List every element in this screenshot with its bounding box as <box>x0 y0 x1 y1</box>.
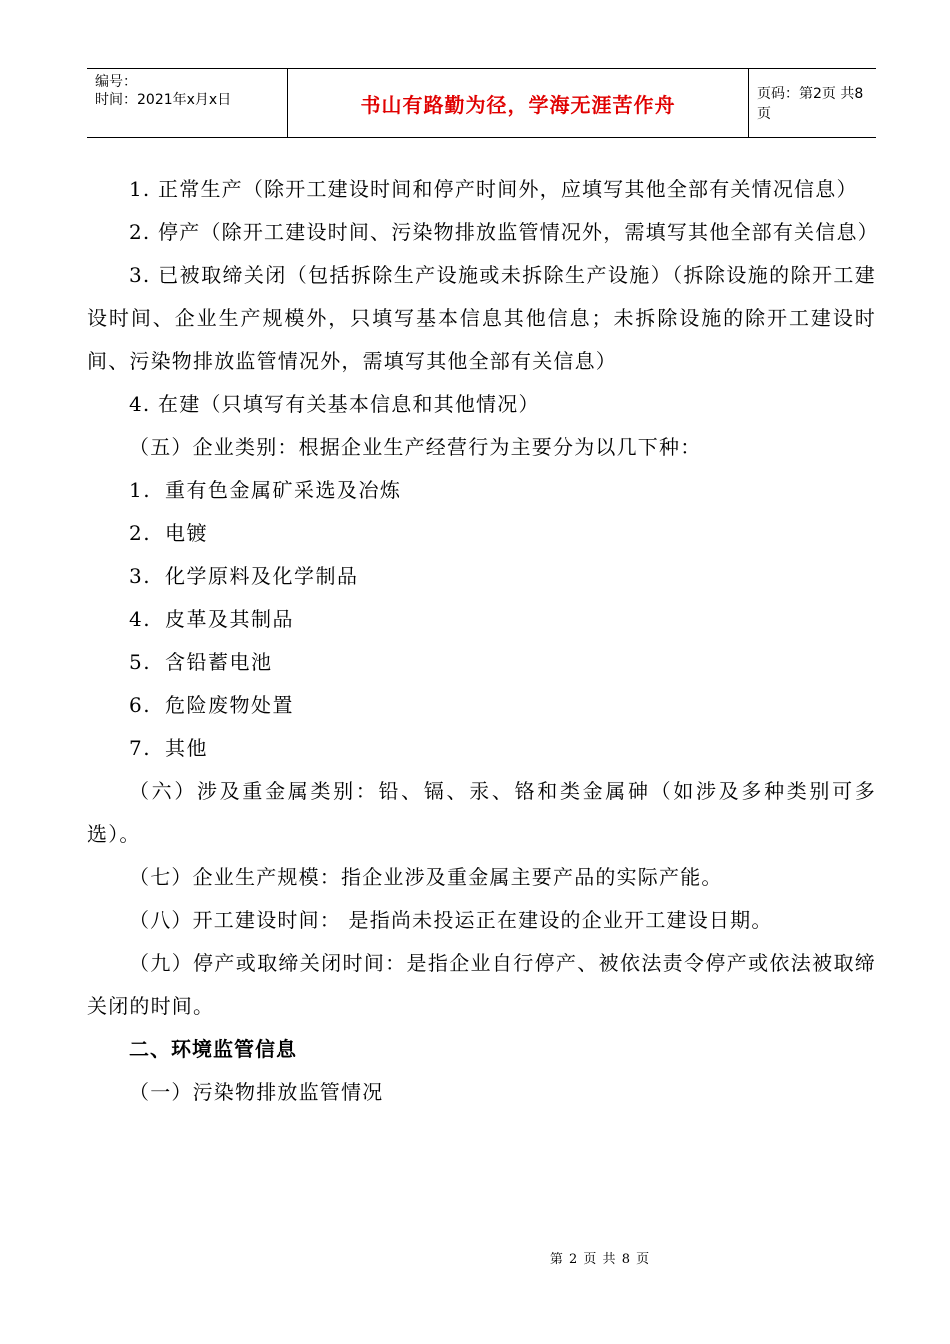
list-item-number: 6. <box>129 693 152 717</box>
header-motto-cell <box>287 69 749 137</box>
list-item-text: 皮革及其制品 <box>165 607 294 631</box>
list-item-number: 7. <box>129 736 152 760</box>
list-item <box>87 555 876 598</box>
list-item-number: 1. <box>129 478 152 502</box>
paragraph-heavy-metals: （六）涉及重金属类别：铅、镉、汞、铬和类金属砷（如涉及多种类别可多选）。 <box>87 779 876 846</box>
page-header <box>87 68 876 138</box>
list-item-text: 化学原料及化学制品 <box>165 564 359 588</box>
list-item-number: 5. <box>129 650 152 674</box>
doc-number-label: 编号： <box>95 74 137 90</box>
list-item <box>87 727 876 770</box>
list-item-number: 4. <box>129 607 152 631</box>
document-body <box>87 168 879 1114</box>
list-item <box>87 684 876 727</box>
list-item-text: 电镀 <box>165 521 208 545</box>
paragraph-normal-production: 1. 正常生产（除开工建设时间和停产时间外，应填写其他全部有关情况信息） <box>129 177 858 201</box>
list-item <box>87 641 876 684</box>
paragraph-enterprise-category: （五）企业类别：根据企业生产经营行为主要分为以几下种： <box>129 435 702 459</box>
list-item-text: 重有色金属矿采选及冶炼 <box>165 478 402 502</box>
footer-page-number: 第 2 页 共 8 页 <box>549 1252 651 1267</box>
paragraph-stopped-production: 2. 停产（除开工建设时间、污染物排放监管情况外，需填写其他全部有关信息） <box>129 220 879 244</box>
list-item-text: 含铅蓄电池 <box>165 650 273 674</box>
paragraph-closed: 3. 已被取缔关闭（包括拆除生产设施或未拆除生产设施）（拆除设施的除开工建设时间、企业生产规模外，只填写基本信息其他信息；未拆除设施的除开工建设时间、污染物排放监管情况外，需填写其他全部有关信息） <box>87 263 876 373</box>
list-item-number: 3. <box>129 564 152 588</box>
list-item <box>87 512 876 555</box>
paragraph-production-scale: （七）企业生产规模：指企业涉及重金属主要产品的实际产能。 <box>129 865 723 889</box>
doc-time-label: 时间：2021年x月x日 <box>95 92 232 108</box>
header-motto: 书山有路勤为径，学海无涯苦作舟 <box>360 92 676 117</box>
list-item-text: 危险废物处置 <box>165 693 294 717</box>
list-item-text: 其他 <box>165 736 208 760</box>
list-item <box>87 469 876 512</box>
page-footer <box>0 1248 950 1267</box>
section-heading: 二、环境监管信息 <box>129 1037 297 1061</box>
paragraph-closure-time: （九）停产或取缔关闭时间：是指企业自行停产、被依法责令停产或依法被取缔关闭的时间。 <box>87 951 876 1018</box>
list-item-number: 2. <box>129 521 152 545</box>
list-item <box>87 598 876 641</box>
page-code-text: 页码：第2页 共8页 <box>757 86 864 122</box>
paragraph-under-construction: 4. 在建（只填写有关基本信息和其他情况） <box>129 392 540 416</box>
header-page-code <box>748 69 876 137</box>
paragraph-construction-time: （八）开工建设时间： 是指尚未投运正在建设的企业开工建设日期。 <box>129 908 773 932</box>
paragraph-pollution-supervision: （一）污染物排放监管情况 <box>129 1080 384 1104</box>
header-meta <box>87 69 287 137</box>
